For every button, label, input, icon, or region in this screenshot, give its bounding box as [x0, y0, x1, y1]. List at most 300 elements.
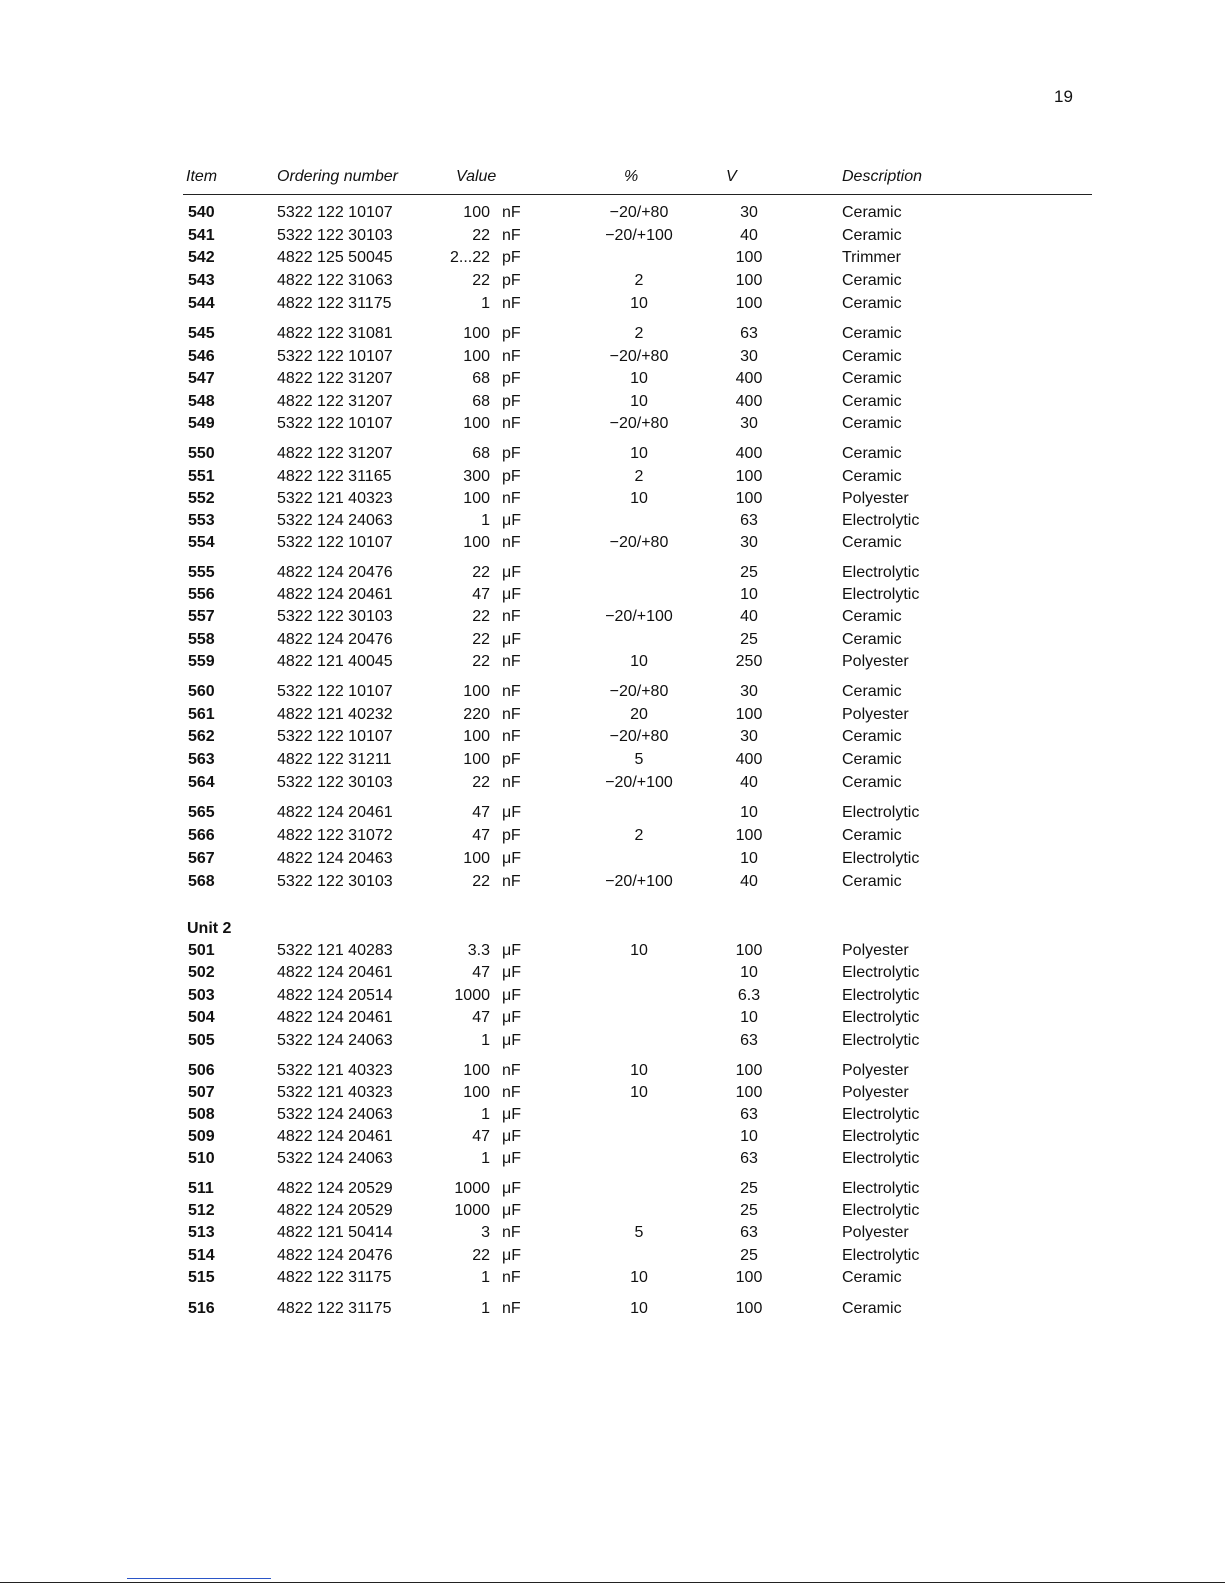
- item-number: 551: [188, 468, 215, 485]
- description: Polyester: [842, 1084, 909, 1101]
- rated-voltage: 10: [740, 1009, 758, 1026]
- value-unit: nF: [502, 348, 521, 365]
- value-unit: μF: [502, 850, 521, 867]
- description: Ceramic: [842, 295, 902, 312]
- rated-voltage: 100: [735, 272, 763, 289]
- value-unit: pF: [502, 827, 521, 844]
- item-number: 508: [188, 1106, 215, 1123]
- item-number: 511: [188, 1180, 214, 1197]
- header-voltage: V: [726, 168, 737, 185]
- ordering-number: 5322 124 24063: [277, 1106, 393, 1123]
- ordering-number: 4822 124 20476: [277, 631, 393, 648]
- value-number: 22: [472, 653, 490, 670]
- value-number: 100: [463, 751, 490, 768]
- description: Ceramic: [842, 445, 902, 462]
- value-unit: nF: [502, 706, 521, 723]
- table-row: [0, 683, 1225, 705]
- tolerance-percent: −20/+80: [609, 534, 669, 551]
- value-unit: nF: [502, 1084, 521, 1101]
- rated-voltage: 25: [740, 631, 758, 648]
- value-number: 100: [463, 1062, 490, 1079]
- value-number: 1: [481, 512, 490, 529]
- table-row: [0, 1084, 1225, 1106]
- description: Ceramic: [842, 1300, 902, 1317]
- description: Electrolytic: [842, 804, 920, 821]
- value-number: 1: [481, 295, 490, 312]
- value-number: 100: [463, 204, 490, 221]
- table-row: [0, 1150, 1225, 1172]
- value-number: 1: [481, 1269, 490, 1286]
- item-number: 561: [188, 706, 215, 723]
- rated-voltage: 30: [740, 534, 758, 551]
- table-row: [0, 564, 1225, 586]
- value-unit: nF: [502, 415, 521, 432]
- rated-voltage: 100: [735, 706, 763, 723]
- table-row: [0, 1224, 1225, 1246]
- rated-voltage: 10: [740, 850, 758, 867]
- ordering-number: 5322 122 30103: [277, 873, 393, 890]
- description: Electrolytic: [842, 1032, 920, 1049]
- value-unit: nF: [502, 683, 521, 700]
- ordering-number: 4822 122 31175: [277, 1269, 392, 1286]
- ordering-number: 5322 122 10107: [277, 683, 393, 700]
- description: Ceramic: [842, 272, 902, 289]
- item-number: 503: [188, 987, 215, 1004]
- rated-voltage: 100: [735, 827, 763, 844]
- value-unit: μF: [502, 564, 521, 581]
- value-unit: μF: [502, 804, 521, 821]
- ordering-number: 4822 121 40232: [277, 706, 393, 723]
- table-row: [0, 774, 1225, 796]
- item-number: 549: [188, 415, 215, 432]
- rated-voltage: 63: [740, 1224, 758, 1241]
- ordering-number: 4822 122 31081: [277, 325, 393, 342]
- item-number: 565: [188, 804, 215, 821]
- value-number: 1: [481, 1032, 490, 1049]
- value-number: 220: [463, 706, 490, 723]
- item-number: 509: [188, 1128, 215, 1145]
- value-unit: nF: [502, 608, 521, 625]
- tolerance-percent: 10: [630, 942, 648, 959]
- tolerance-percent: −20/+80: [609, 348, 669, 365]
- rated-voltage: 63: [740, 1032, 758, 1049]
- item-number: 567: [188, 850, 215, 867]
- tolerance-percent: −20/+100: [605, 873, 673, 890]
- rated-voltage: 30: [740, 204, 758, 221]
- item-number: 553: [188, 512, 215, 529]
- item-number: 540: [188, 204, 215, 221]
- tolerance-percent: 2: [634, 468, 644, 485]
- value-unit: nF: [502, 1269, 521, 1286]
- value-unit: nF: [502, 1300, 521, 1317]
- value-unit: nF: [502, 490, 521, 507]
- value-unit: μF: [502, 1150, 521, 1167]
- value-unit: pF: [502, 445, 521, 462]
- ordering-number: 5322 122 10107: [277, 728, 393, 745]
- table-row: [0, 1062, 1225, 1084]
- item-number: 514: [188, 1247, 215, 1264]
- table-row: [0, 850, 1225, 872]
- ordering-number: 4822 124 20476: [277, 564, 393, 581]
- value-number: 47: [472, 1128, 490, 1145]
- description: Electrolytic: [842, 1150, 920, 1167]
- item-number: 564: [188, 774, 215, 791]
- value-number: 22: [472, 774, 490, 791]
- table-row: [0, 415, 1225, 437]
- table-row: [0, 393, 1225, 415]
- rated-voltage: 400: [735, 393, 763, 410]
- rated-voltage: 63: [740, 1150, 758, 1167]
- value-number: 3.3: [467, 942, 490, 959]
- rated-voltage: 10: [740, 586, 758, 603]
- item-number: 550: [188, 445, 215, 462]
- ordering-number: 4822 122 31211: [277, 751, 392, 768]
- rated-voltage: 63: [740, 1106, 758, 1123]
- table-row: [0, 987, 1225, 1009]
- tolerance-percent: 10: [630, 370, 648, 387]
- value-unit: nF: [502, 873, 521, 890]
- value-unit: μF: [502, 1032, 521, 1049]
- item-number: 512: [188, 1202, 215, 1219]
- item-number: 556: [188, 586, 215, 603]
- tolerance-percent: 2: [634, 325, 644, 342]
- ordering-number: 4822 124 20461: [277, 1009, 393, 1026]
- item-number: 515: [188, 1269, 215, 1286]
- rated-voltage: 63: [740, 325, 758, 342]
- description: Electrolytic: [842, 1202, 920, 1219]
- header-percent: %: [624, 168, 639, 185]
- value-unit: μF: [502, 586, 521, 603]
- tolerance-percent: −20/+100: [605, 608, 673, 625]
- item-number: 554: [188, 534, 215, 551]
- ordering-number: 4822 122 31063: [277, 272, 393, 289]
- value-number: 1000: [454, 1202, 490, 1219]
- ordering-number: 5322 122 30103: [277, 227, 393, 244]
- rated-voltage: 400: [735, 370, 763, 387]
- description: Ceramic: [842, 683, 902, 700]
- table-row: [0, 468, 1225, 490]
- item-number: 545: [188, 325, 215, 342]
- table-row: [0, 608, 1225, 630]
- item-number: 559: [188, 653, 215, 670]
- item-number: 513: [188, 1224, 215, 1241]
- value-number: 100: [463, 325, 490, 342]
- value-unit: μF: [502, 964, 521, 981]
- value-number: 100: [463, 534, 490, 551]
- description: Electrolytic: [842, 1106, 920, 1123]
- rated-voltage: 250: [735, 653, 763, 670]
- table-row: [0, 1269, 1225, 1291]
- value-unit: μF: [502, 631, 521, 648]
- value-unit: nF: [502, 728, 521, 745]
- ordering-number: 5322 122 10107: [277, 415, 393, 432]
- ordering-number: 4822 124 20461: [277, 804, 393, 821]
- value-number: 1000: [454, 1180, 490, 1197]
- item-number: 568: [188, 873, 215, 890]
- description: Electrolytic: [842, 1009, 920, 1026]
- value-unit: μF: [502, 1180, 521, 1197]
- ordering-number: 4822 124 20461: [277, 964, 393, 981]
- table-row: [0, 1300, 1225, 1322]
- description: Polyester: [842, 1062, 909, 1079]
- value-number: 22: [472, 873, 490, 890]
- value-number: 47: [472, 1009, 490, 1026]
- ordering-number: 4822 122 31165: [277, 468, 392, 485]
- value-unit: nF: [502, 227, 521, 244]
- rated-voltage: 25: [740, 1180, 758, 1197]
- table-row: [0, 325, 1225, 347]
- rated-voltage: 10: [740, 964, 758, 981]
- tolerance-percent: 2: [634, 272, 644, 289]
- item-number: 555: [188, 564, 215, 581]
- value-unit: μF: [502, 512, 521, 529]
- table-row: [0, 728, 1225, 750]
- value-unit: μF: [502, 1009, 521, 1026]
- item-number: 552: [188, 490, 215, 507]
- description: Ceramic: [842, 534, 902, 551]
- description: Ceramic: [842, 415, 902, 432]
- description: Electrolytic: [842, 512, 920, 529]
- description: Ceramic: [842, 608, 902, 625]
- description: Electrolytic: [842, 1128, 920, 1145]
- description: Electrolytic: [842, 1180, 920, 1197]
- value-number: 68: [472, 393, 490, 410]
- item-number: 557: [188, 608, 215, 625]
- value-unit: nF: [502, 1224, 521, 1241]
- ordering-number: 4822 122 31207: [277, 445, 393, 462]
- item-number: 558: [188, 631, 215, 648]
- value-number: 1: [481, 1300, 490, 1317]
- tolerance-percent: 10: [630, 1300, 648, 1317]
- description: Ceramic: [842, 348, 902, 365]
- bottom-link-underline: [127, 1578, 271, 1579]
- rated-voltage: 100: [735, 490, 763, 507]
- tolerance-percent: 10: [630, 1084, 648, 1101]
- value-unit: μF: [502, 1106, 521, 1123]
- rated-voltage: 40: [740, 774, 758, 791]
- rated-voltage: 400: [735, 445, 763, 462]
- tolerance-percent: 5: [634, 1224, 644, 1241]
- tolerance-percent: 10: [630, 1269, 648, 1286]
- header-ordering-number: Ordering number: [277, 168, 398, 185]
- description: Electrolytic: [842, 964, 920, 981]
- value-number: 22: [472, 272, 490, 289]
- rated-voltage: 25: [740, 564, 758, 581]
- item-number: 546: [188, 348, 215, 365]
- ordering-number: 5322 124 24063: [277, 1150, 393, 1167]
- table-row: [0, 653, 1225, 675]
- value-unit: nF: [502, 653, 521, 670]
- value-unit: nF: [502, 774, 521, 791]
- description: Electrolytic: [842, 850, 920, 867]
- value-unit: nF: [502, 204, 521, 221]
- value-number: 3: [481, 1224, 490, 1241]
- table-row: [0, 751, 1225, 773]
- value-number: 300: [463, 468, 490, 485]
- rated-voltage: 10: [740, 1128, 758, 1145]
- rated-voltage: 100: [735, 942, 763, 959]
- value-number: 100: [463, 490, 490, 507]
- item-number: 506: [188, 1062, 215, 1079]
- table-row: [0, 1009, 1225, 1031]
- tolerance-percent: 10: [630, 295, 648, 312]
- table-row: [0, 534, 1225, 556]
- ordering-number: 4822 124 20529: [277, 1180, 393, 1197]
- description: Ceramic: [842, 873, 902, 890]
- ordering-number: 5322 121 40283: [277, 942, 393, 959]
- ordering-number: 4822 125 50045: [277, 249, 393, 266]
- tolerance-percent: 2: [634, 827, 644, 844]
- description: Ceramic: [842, 827, 902, 844]
- value-unit: μF: [502, 1202, 521, 1219]
- header-description: Description: [842, 168, 923, 185]
- table-row: [0, 1128, 1225, 1150]
- table-row: [0, 272, 1225, 294]
- item-number: 543: [188, 272, 215, 289]
- table-row: [0, 942, 1225, 964]
- value-number: 2...22: [449, 249, 490, 266]
- item-number: 560: [188, 683, 215, 700]
- value-unit: pF: [502, 468, 521, 485]
- ordering-number: 4822 121 50414: [277, 1224, 393, 1241]
- table-row: [0, 1032, 1225, 1054]
- value-number: 47: [472, 804, 490, 821]
- description: Ceramic: [842, 370, 902, 387]
- table-row: [0, 1247, 1225, 1269]
- description: Ceramic: [842, 1269, 902, 1286]
- table-row: [0, 295, 1225, 317]
- item-number: 542: [188, 249, 215, 266]
- tolerance-percent: 10: [630, 445, 648, 462]
- table-row: [0, 631, 1225, 653]
- ordering-number: 4822 124 20514: [277, 987, 393, 1004]
- value-unit: μF: [502, 987, 521, 1004]
- tolerance-percent: −20/+100: [605, 774, 673, 791]
- tolerance-percent: −20/+80: [609, 204, 669, 221]
- rated-voltage: 40: [740, 227, 758, 244]
- table-row: [0, 873, 1225, 895]
- description: Polyester: [842, 706, 909, 723]
- value-unit: pF: [502, 249, 521, 266]
- tolerance-percent: 10: [630, 653, 648, 670]
- unit2-title: Unit 2: [187, 920, 232, 937]
- value-number: 22: [472, 227, 490, 244]
- table-row: [0, 445, 1225, 467]
- item-number: 501: [188, 942, 215, 959]
- page-bottom-rule: [0, 1582, 1225, 1583]
- tolerance-percent: 20: [630, 706, 648, 723]
- value-number: 100: [463, 348, 490, 365]
- tolerance-percent: −20/+80: [609, 415, 669, 432]
- value-unit: pF: [502, 272, 521, 289]
- item-number: 541: [188, 227, 215, 244]
- ordering-number: 4822 124 20461: [277, 1128, 393, 1145]
- ordering-number: 5322 122 10107: [277, 534, 393, 551]
- ordering-number: 4822 121 40045: [277, 653, 393, 670]
- tolerance-percent: 10: [630, 393, 648, 410]
- ordering-number: 5322 121 40323: [277, 1084, 393, 1101]
- description: Polyester: [842, 1224, 909, 1241]
- rated-voltage: 40: [740, 608, 758, 625]
- description: Ceramic: [842, 468, 902, 485]
- value-number: 68: [472, 370, 490, 387]
- tolerance-percent: −20/+80: [609, 683, 669, 700]
- table-row: [0, 490, 1225, 512]
- ordering-number: 5322 121 40323: [277, 1062, 393, 1079]
- ordering-number: 4822 122 31207: [277, 370, 393, 387]
- rated-voltage: 100: [735, 1300, 763, 1317]
- description: Ceramic: [842, 325, 902, 342]
- value-number: 1: [481, 1150, 490, 1167]
- ordering-number: 4822 124 20461: [277, 586, 393, 603]
- table-row: [0, 249, 1225, 271]
- ordering-number: 5322 124 24063: [277, 1032, 393, 1049]
- value-number: 1: [481, 1106, 490, 1123]
- header-rule: [183, 194, 1092, 195]
- rated-voltage: 100: [735, 1084, 763, 1101]
- description: Ceramic: [842, 751, 902, 768]
- table-row: [0, 1106, 1225, 1128]
- ordering-number: 4822 122 31175: [277, 1300, 392, 1317]
- rated-voltage: 100: [735, 468, 763, 485]
- rated-voltage: 400: [735, 751, 763, 768]
- item-number: 547: [188, 370, 215, 387]
- description: Electrolytic: [842, 1247, 920, 1264]
- rated-voltage: 100: [735, 295, 763, 312]
- value-number: 100: [463, 728, 490, 745]
- rated-voltage: 30: [740, 415, 758, 432]
- rated-voltage: 25: [740, 1202, 758, 1219]
- value-number: 22: [472, 608, 490, 625]
- item-number: 544: [188, 295, 215, 312]
- ordering-number: 5322 122 10107: [277, 348, 393, 365]
- table-row: [0, 804, 1225, 826]
- description: Trimmer: [842, 249, 901, 266]
- ordering-number: 4822 122 31207: [277, 393, 393, 410]
- table-row: [0, 348, 1225, 370]
- ordering-number: 5322 122 30103: [277, 774, 393, 791]
- table-row: [0, 370, 1225, 392]
- ordering-number: 4822 122 31175: [277, 295, 392, 312]
- table-row: [0, 512, 1225, 534]
- item-number: 505: [188, 1032, 215, 1049]
- table-row: [0, 964, 1225, 986]
- value-unit: pF: [502, 393, 521, 410]
- value-unit: μF: [502, 1247, 521, 1264]
- table-row: [0, 1202, 1225, 1224]
- item-number: 516: [188, 1300, 215, 1317]
- rated-voltage: 63: [740, 512, 758, 529]
- item-number: 562: [188, 728, 215, 745]
- description: Electrolytic: [842, 564, 920, 581]
- tolerance-percent: 10: [630, 490, 648, 507]
- item-number: 507: [188, 1084, 215, 1101]
- value-number: 47: [472, 586, 490, 603]
- description: Ceramic: [842, 774, 902, 791]
- value-number: 100: [463, 683, 490, 700]
- tolerance-percent: 10: [630, 1062, 648, 1079]
- ordering-number: 5322 124 24063: [277, 512, 393, 529]
- item-number: 566: [188, 827, 215, 844]
- ordering-number: 4822 124 20476: [277, 1247, 393, 1264]
- tolerance-percent: 5: [634, 751, 644, 768]
- value-number: 22: [472, 631, 490, 648]
- value-unit: pF: [502, 751, 521, 768]
- value-unit: nF: [502, 295, 521, 312]
- rated-voltage: 30: [740, 348, 758, 365]
- value-unit: nF: [502, 1062, 521, 1079]
- rated-voltage: 30: [740, 728, 758, 745]
